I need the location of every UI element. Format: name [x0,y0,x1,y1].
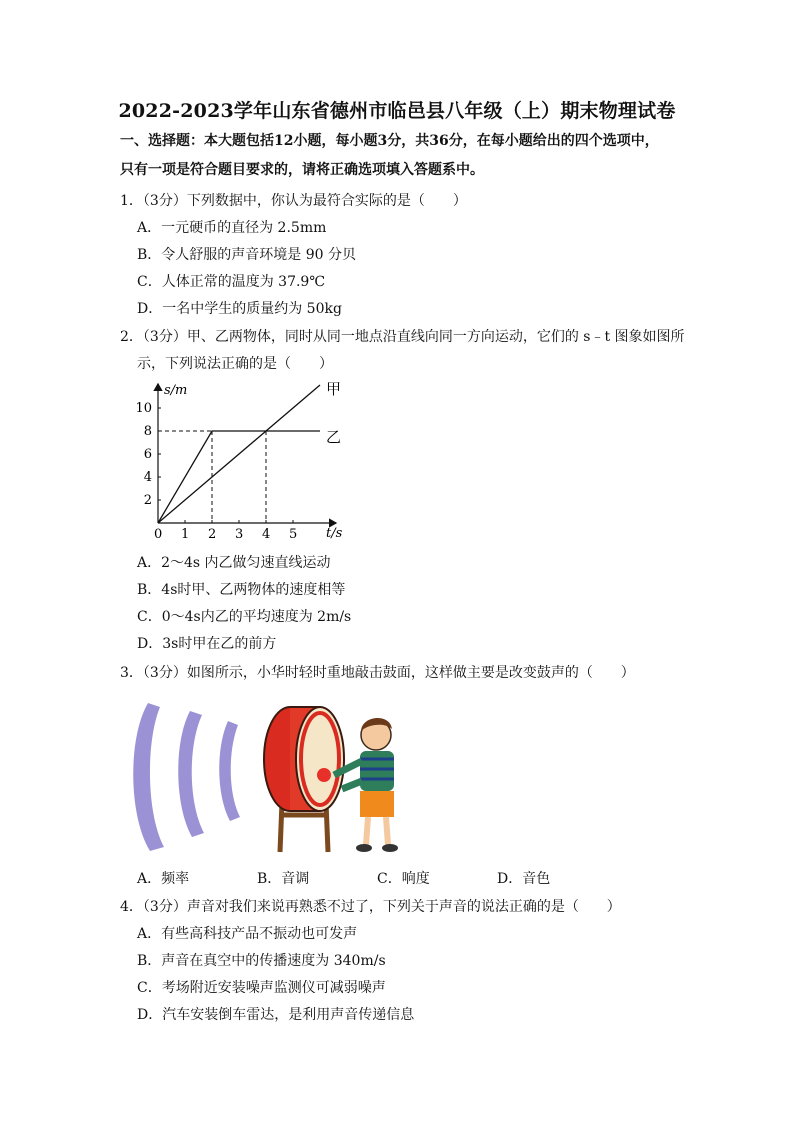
question-3-option-b: B．音调 [257,871,310,887]
question-3-stem: 3．（3分）如图所示，小华时轻时重地敲击鼓面，这样做主要是改变鼓声的（ ） [120,665,635,681]
y-tick-label: 10 [135,401,152,416]
drum-icon [264,707,344,811]
x-tick-label: 0 [154,527,163,542]
x-axis-label: t/s [326,526,343,541]
question-1-option-a: A．一元硬币的直径为 2.5mm [137,220,327,236]
question-2-stem-continued: 示，下列说法正确的是（ ） [137,356,333,372]
x-tick-label: 5 [289,527,298,542]
y-axis-label: s/m [164,383,188,398]
y-tick-label: 4 [143,470,152,485]
section-heading-line-2: 只有一项是符合题目要求的，请将正确选项填入答题系中。 [120,162,484,178]
x-tick-label: 2 [208,527,217,542]
question-2-stem: 2．（3分）甲、乙两物体，同时从同一地点沿直线向同一方向运动，它们的 s﹣t 图象如图所 [120,329,685,345]
x-tick-label: 4 [262,527,271,542]
series-label-jia: 甲 [326,380,342,398]
question-3-option-c: C．响度 [377,871,430,887]
drum-illustration [130,697,410,857]
series-line-jia [158,385,320,523]
x-tick-label: 3 [235,527,244,542]
boy-drummer-icon [334,718,398,852]
question-4-option-d: D．汽车安装倒车雷达，是利用声音传递信息 [137,1007,415,1023]
question-1-stem: 1．（3分）下列数据中，你认为最符合实际的是（ ） [120,193,467,209]
question-2-option-d: D．3s时甲在乙的前方 [137,636,277,652]
question-4-option-c: C．考场附近安装噪声监测仪可减弱噪声 [137,980,386,996]
page-title: 2022-2023学年山东省德州市临邑县八年级（上）期末物理试卷 [118,100,676,122]
y-tick-label: 8 [143,424,152,439]
x-tick-label: 1 [181,527,190,542]
question-1-option-d: D．一名中学生的质量约为 50kg [137,301,342,317]
question-3-option-a: A．频率 [137,871,190,887]
question-4-option-b: B．声音在真空中的传播速度为 340m/s [137,953,386,969]
question-1-option-c: C．人体正常的温度为 37.9℃ [137,274,325,290]
question-3-options [137,868,617,888]
question-4-option-a: A．有些高科技产品不振动也可发声 [137,926,358,942]
y-tick-label: 2 [143,493,152,508]
s-t-graph [135,378,350,543]
question-2-option-b: B．4s时甲、乙两物体的速度相等 [137,582,346,598]
series-line-yi [158,431,320,523]
y-tick-label: 6 [143,447,152,462]
question-2-option-a: A．2～4s 内乙做匀速直线运动 [137,555,331,571]
question-2-option-c: C．0～4s内乙的平均速度为 2m/s [137,609,352,625]
sound-wave-icon [133,703,240,851]
series-label-yi: 乙 [326,428,342,446]
question-4-stem: 4．（3分）声音对我们来说再熟悉不过了，下列关于声音的说法正确的是（ ） [120,899,621,915]
question-1-option-b: B．令人舒服的声音环境是 90 分贝 [137,247,357,263]
section-heading-line-1: 一、选择题：本大题包括12小题，每小题3分，共36分，在每小题给出的四个选项中， [120,133,659,149]
question-3-option-d: D．音色 [497,871,551,887]
